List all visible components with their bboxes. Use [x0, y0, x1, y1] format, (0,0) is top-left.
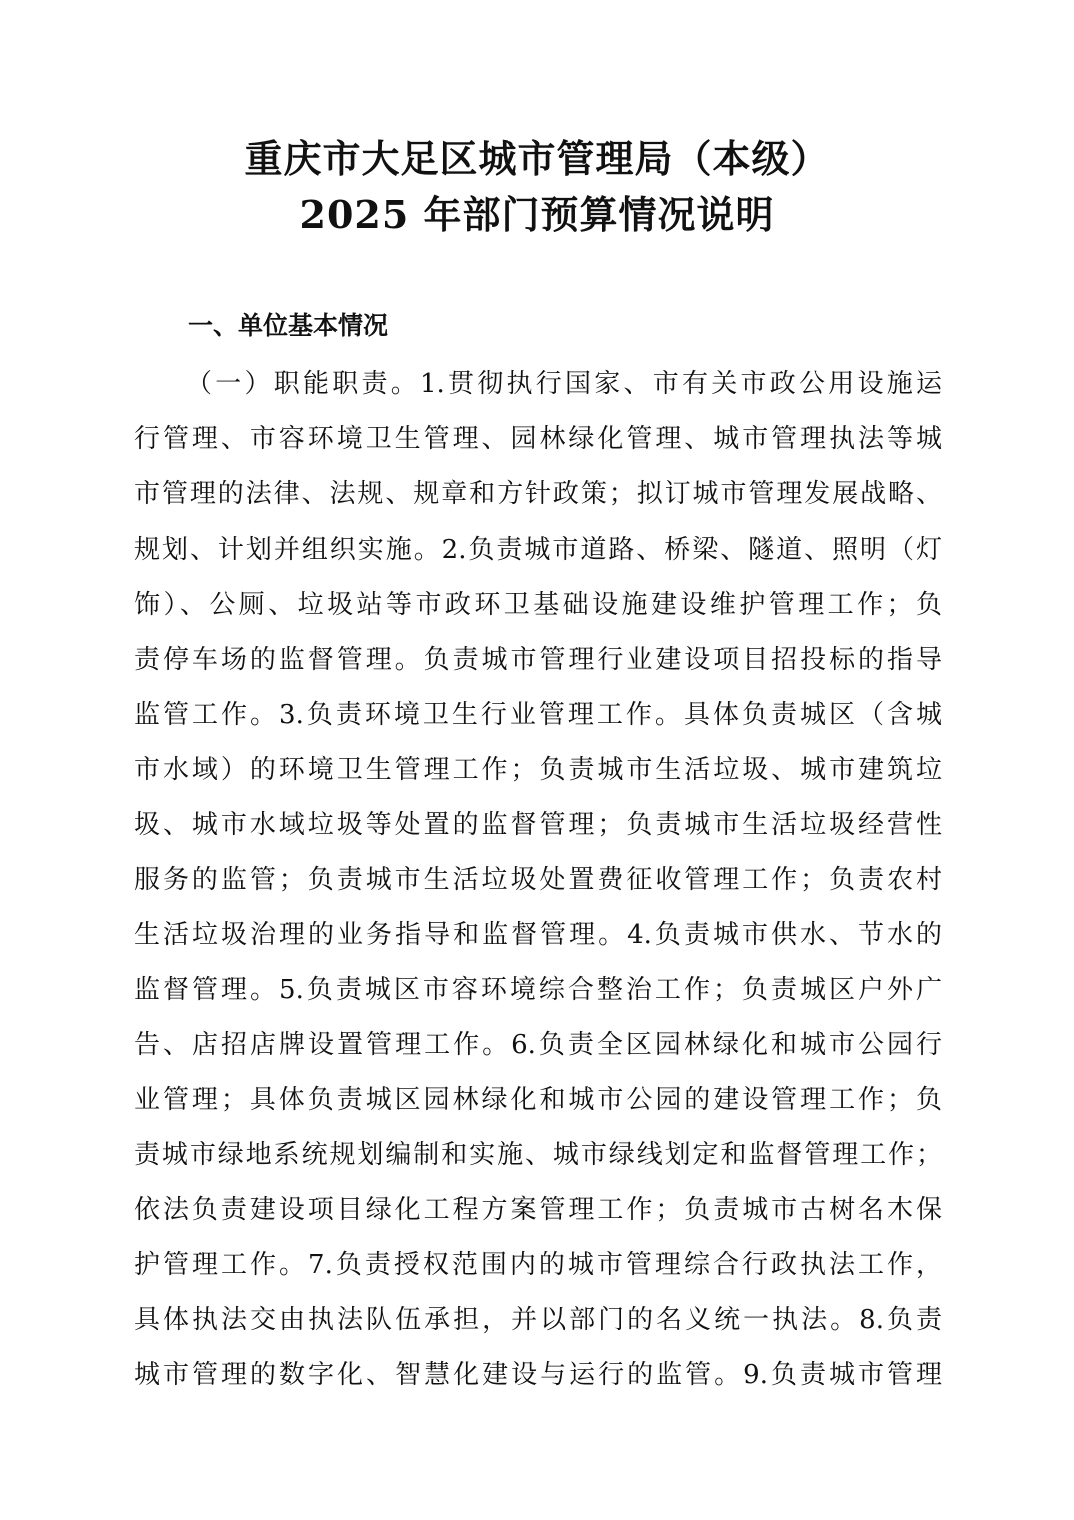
- paragraph-line: 护管理工作。7.负责授权范围内的城市管理综合行政执法工作，: [134, 1250, 942, 1280]
- paragraph-line: 具体执法交由执法队伍承担，并以部门的名义统一执法。8.负责: [134, 1305, 942, 1335]
- paragraph-line: 责停车场的监督管理。负责城市管理行业建设项目招投标的指导: [134, 645, 942, 675]
- paragraph-line: 圾、城市水域垃圾等处置的监督管理；负责城市生活垃圾经营性: [134, 810, 942, 840]
- paragraph-line: 告、店招店牌设置管理工作。6.负责全区园林绿化和城市公园行: [134, 1030, 942, 1060]
- paragraph-line: 业管理；具体负责城区园林绿化和城市公园的建设管理工作；负: [134, 1085, 942, 1115]
- document-title-line-1: 重庆市大足区城市管理局（本级）: [244, 136, 830, 181]
- paragraph-line: 责城市绿地系统规划编制和实施、城市绿线划定和监督管理工作；: [134, 1140, 942, 1170]
- paragraph-line: 市水域）的环境卫生管理工作；负责城市生活垃圾、城市建筑垃: [134, 755, 942, 785]
- paragraph-line: 市管理的法律、法规、规章和方针政策；拟订城市管理发展战略、: [134, 479, 942, 509]
- paragraph-line: 行管理、市容环境卫生管理、园林绿化管理、城市管理执法等城: [134, 424, 942, 454]
- paragraph-line: 监管工作。3.负责环境卫生行业管理工作。具体负责城区（含城: [134, 700, 942, 730]
- paragraph-line: 生活垃圾治理的业务指导和监督管理。4.负责城市供水、节水的: [134, 920, 942, 950]
- paragraph-line: 监督管理。5.负责城区市容环境综合整治工作；负责城区户外广: [134, 975, 942, 1005]
- paragraph-line: 城市管理的数字化、智慧化建设与运行的监管。9.负责城市管理: [134, 1360, 942, 1390]
- paragraph-line: 饰）、公厕、垃圾站等市政环卫基础设施建设维护管理工作；负: [134, 590, 942, 620]
- paragraph-line: 依法负责建设项目绿化工程方案管理工作；负责城市古树名木保: [134, 1195, 942, 1225]
- paragraph-line: 服务的监管；负责城市生活垃圾处置费征收管理工作；负责农村: [134, 865, 942, 895]
- section-heading-basic-info: 一、单位基本情况: [188, 311, 389, 340]
- document-title-line-2: 2025 年部门预算情况说明: [299, 192, 775, 237]
- paragraph-line: 规划、计划并组织实施。2.负责城市道路、桥梁、隧道、照明（灯: [134, 535, 942, 565]
- paragraph-line: （一）职能职责。1.贯彻执行国家、市有关市政公用设施运: [186, 369, 942, 399]
